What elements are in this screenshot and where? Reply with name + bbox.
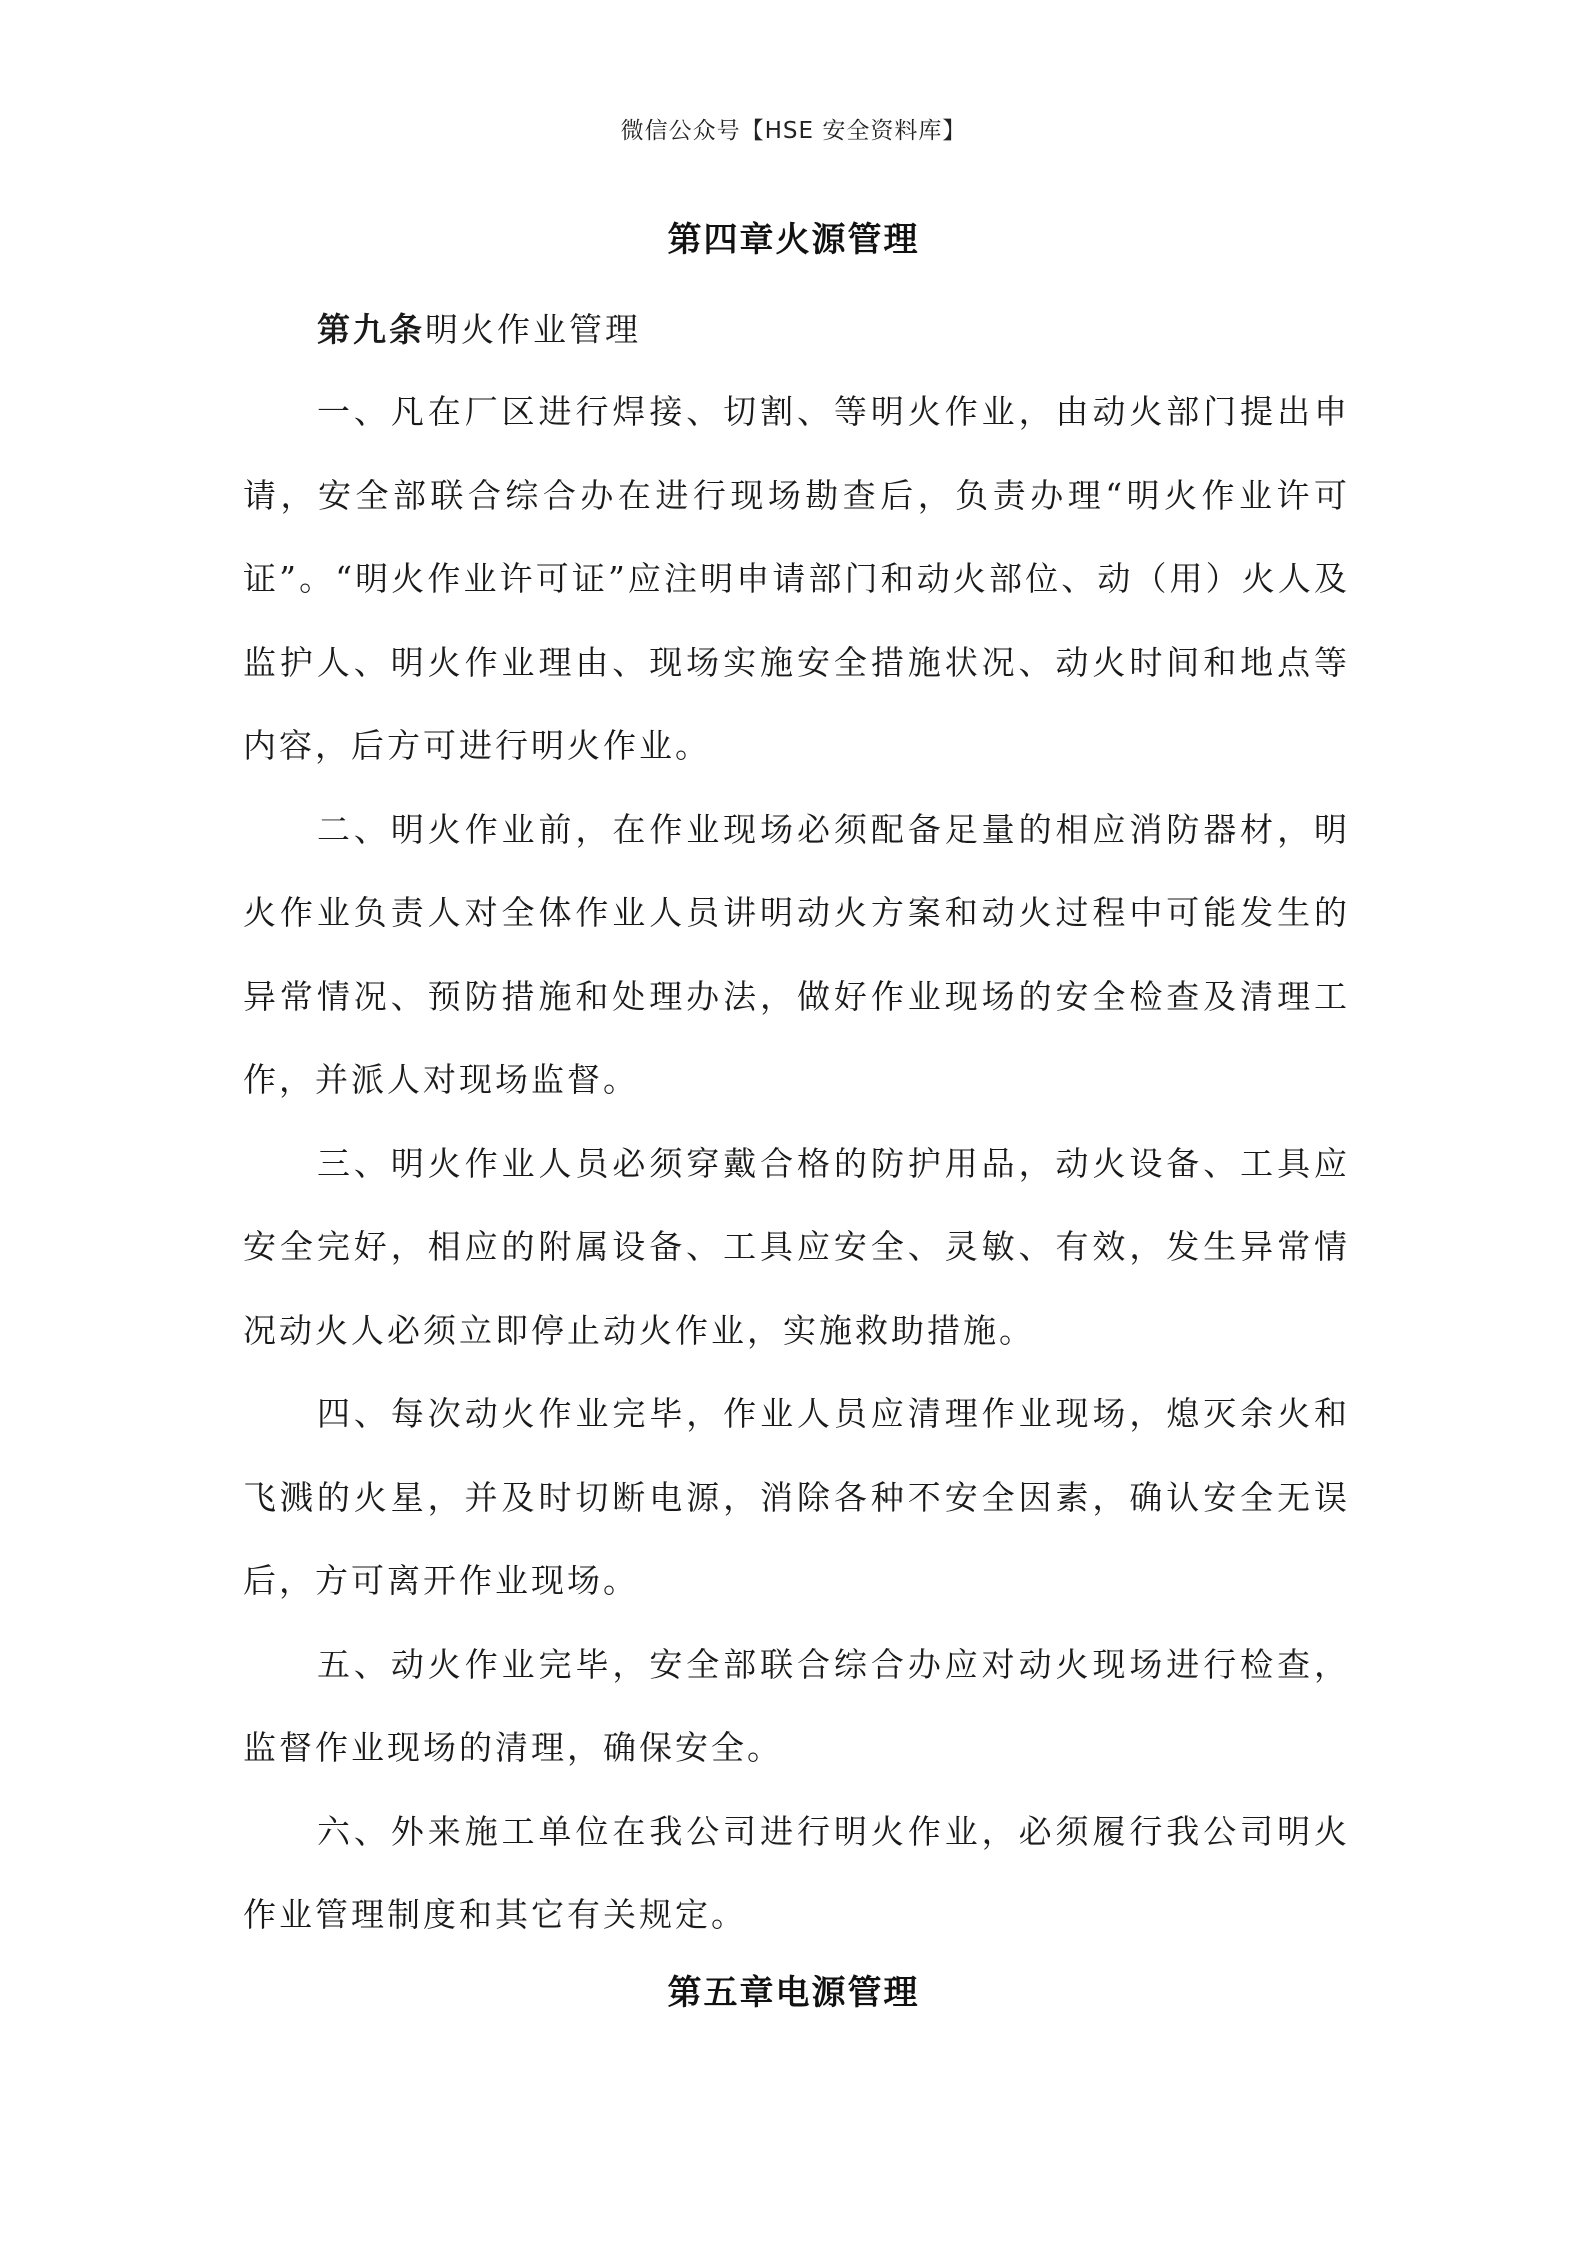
document-body — [243, 290, 1350, 1957]
paragraph-4: 四、每次动火作业完毕，作业人员应清理作业现场，熄灭余火和飞溅的火星，并及时切断电源，消除各种不安全因素，确认安全无误后，方可离开作业现场。 — [243, 1394, 1350, 1600]
article-heading — [243, 290, 1350, 370]
page-header: 微信公众号【HSE 安全资料库】 — [620, 118, 967, 144]
paragraph-5: 五、动火作业完毕，安全部联合综合办应对动火现场进行检查，监督作业现场的清理，确保安全。 — [243, 1644, 1350, 1767]
paragraph-1: 一、凡在厂区进行焊接、切割、等明火作业，由动火部门提出申请，安全部联合综合办在进行现场勘查后，负责办理“明火作业许可证”。“明火作业许可证”应注明申请部门和动火部位、动（用）火人及监护人、明火作业理由、现场实施安全措施状况、动火时间和地点等内容，后方可进行明火作业。 — [243, 392, 1350, 765]
paragraph-6: 六、外来施工单位在我公司进行明火作业，必须履行我公司明火作业管理制度和其它有关规定。 — [243, 1811, 1350, 1934]
article-title: 明火作业管理 — [425, 310, 641, 349]
chapter-five-title: 第五章电源管理 — [667, 1973, 920, 2013]
paragraph-3: 三、明火作业人员必须穿戴合格的防护用品，动火设备、工具应安全完好，相应的附属设备、工具应安全、灵敏、有效，发生异常情况动火人必须立即停止动火作业，实施救助措施。 — [243, 1143, 1350, 1350]
paragraph-2: 二、明火作业前，在作业现场必须配备足量的相应消防器材，明火作业负责人对全体作业人员讲明动火方案和动火过程中可能发生的异常情况、预防措施和处理办法，做好作业现场的安全检查及清理工作，并派人对现场监督。 — [243, 809, 1350, 1099]
chapter-four-title: 第四章火源管理 — [667, 220, 920, 260]
article-number: 第九条 — [317, 310, 425, 349]
